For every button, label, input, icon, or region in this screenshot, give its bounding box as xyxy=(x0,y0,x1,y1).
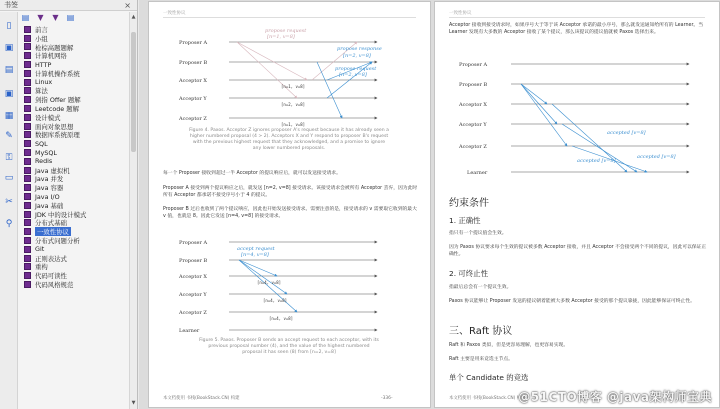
bookmark-page-icon xyxy=(24,105,31,112)
bookmark-label: Java 基础 xyxy=(35,201,64,210)
paxos-figure-6 xyxy=(457,54,697,182)
close-icon[interactable]: × xyxy=(124,1,131,10)
bookmark-item[interactable] xyxy=(24,131,128,140)
bookmark-label: HTTP xyxy=(35,60,52,69)
lane-label: Acceptor Z xyxy=(459,144,487,150)
bookmark-label: 前言 xyxy=(35,25,48,34)
signature-icon[interactable]: ✎ xyxy=(5,131,13,141)
layers-icon[interactable]: ▤ xyxy=(4,65,14,75)
bookmark-page-icon xyxy=(24,193,31,200)
bookmark-page-icon xyxy=(24,246,31,253)
bookmark-item[interactable] xyxy=(24,263,128,272)
section-heading: 三、Raft 协议 xyxy=(449,326,513,337)
bookmark-label: 设计模式 xyxy=(35,113,61,122)
bookmark-label: 枪棕高题题解 xyxy=(35,43,74,52)
lane-label: Acceptor X xyxy=(459,102,487,108)
bookmark-page-icon xyxy=(24,114,31,121)
bookmark-item[interactable] xyxy=(24,34,128,43)
bookmark-item[interactable] xyxy=(24,271,128,280)
section-heading: 约束条件 xyxy=(449,198,489,209)
bookmark-page-icon xyxy=(24,184,31,191)
tools-icon[interactable]: ✂ xyxy=(5,197,13,207)
bookmark-page-icon xyxy=(24,43,31,50)
bookmark-page-icon xyxy=(24,52,31,59)
figure-value: [n=1, v=8] xyxy=(281,84,306,89)
bookmark-label: 代码风格规范 xyxy=(35,281,74,290)
paragraph: Raft 主要是用来竞选主节点。 xyxy=(449,357,513,362)
paragraph: Raft 和 Paxos 类似，但是更容易理解，也更容易实现。 xyxy=(449,343,569,348)
bookmark-page-icon xyxy=(24,96,31,103)
bookmark-item[interactable] xyxy=(24,51,128,60)
bookmark-page-icon xyxy=(24,123,31,130)
subsection-heading: 单个 Candidate 的竞选 xyxy=(449,373,529,382)
page-header: 一致性协议 xyxy=(449,11,472,16)
document-viewer[interactable] xyxy=(139,0,720,409)
bookmark-item[interactable] xyxy=(24,245,128,254)
bookmark-page-icon xyxy=(24,228,31,235)
bookmark-label: 计算机操作系统 xyxy=(35,69,80,78)
bookmark-options-icon[interactable]: ▤ xyxy=(21,13,30,22)
paragraph: Proposer B 过后也收到了两个提议响应，因此也开始发送接受请求。需要注意的是，接受请求的 v 需要取它收到的最大 v 值，也就是 8。因此它发送 [n=4, v=8] 的接受请求。 xyxy=(163,207,417,219)
comments-icon[interactable]: ▦ xyxy=(4,111,14,121)
lane-label: Proposer A xyxy=(459,62,488,68)
bookmark-label: Git xyxy=(35,245,45,254)
bookmark-item[interactable] xyxy=(24,113,128,122)
lane-label: Acceptor Z xyxy=(179,310,207,316)
bookmark-item[interactable] xyxy=(24,183,128,192)
lane-label: Acceptor X xyxy=(179,78,207,84)
lane-label: Proposer A xyxy=(179,40,208,46)
bookmark-page-icon xyxy=(24,202,31,209)
sidebar-title: 书签 xyxy=(0,0,137,11)
bookmark-item[interactable] xyxy=(24,166,128,175)
figure-note: [n=1, v=8] xyxy=(267,34,295,40)
bookmark-label: 重构 xyxy=(35,263,48,272)
figure-note: propose response xyxy=(337,46,382,52)
figure-value: [n=1, v=8] xyxy=(281,122,306,127)
bookmark-label: 正则表达式 xyxy=(35,254,67,263)
bookmark-label: 剑指 Offer 题解 xyxy=(35,96,81,105)
sidebar-rail xyxy=(0,12,18,409)
bookmark-item[interactable] xyxy=(24,236,128,245)
page-footer: 本文档使用 书栈(BookStack.CN) 构建 xyxy=(449,396,526,401)
sidebar-scrollbar[interactable] xyxy=(129,12,137,409)
bookmark-label: Redis xyxy=(35,157,53,166)
paragraph: Paxos 协议能够让 Proposer 发送的提议朝着能被大多数 Acceptor 接受的那个提议靠拢，因此能够保证可终止性。 xyxy=(449,299,695,304)
lane-label: Acceptor Z xyxy=(179,116,207,122)
paragraph: 每一个 Proposer 接收到超过一半 Acceptor 的提议响应后，就可以发送接受请求。 xyxy=(163,171,341,176)
figure-value: [n=4, v=8] xyxy=(269,316,294,321)
bookmark-list xyxy=(24,25,128,289)
figure-note: accept request xyxy=(237,246,275,252)
paragraph: 因为 Paxos 协议要求每个生效的提议被多数 Acceptor 接收，并且 Acceptor 不会接受两个不同的提议，因此可以保证正确性。 xyxy=(449,245,707,257)
figure-note: accepted [v=8] xyxy=(637,154,676,160)
bookmark-label: 一致性协议 xyxy=(37,228,69,237)
sidebar-toolbar xyxy=(20,12,76,24)
figure-note: accepted [v=8] xyxy=(607,130,646,136)
bookmark-page-icon xyxy=(24,70,31,77)
attachments-icon[interactable]: ▣ xyxy=(4,89,14,99)
lane-label: Acceptor Y xyxy=(179,292,207,298)
figure-caption: Figure 4. Paxos. Acceptor Z ignores proposer A's request because it has already seen a higher numbered proposal (4 > 2). Acceptors X and Y respond to proposer B's request with the previous highest request that they acknowledged, and a promise to ignore any lower numbered proposals. xyxy=(189,128,389,151)
bookmark-page-icon xyxy=(24,131,31,138)
bookmark-item[interactable] xyxy=(24,104,128,113)
bookmark-item[interactable] xyxy=(24,280,128,289)
header-rule xyxy=(449,17,705,18)
bookmark-label: 代码可读性 xyxy=(35,272,67,281)
bookmark-page-icon xyxy=(24,211,31,218)
pdf-page-left xyxy=(148,1,431,408)
bookmark-page-icon xyxy=(24,255,31,262)
bookmark-page-icon xyxy=(24,149,31,156)
bookmark-label: 数据库系统原理 xyxy=(35,131,80,140)
bookmark-page-icon xyxy=(24,26,31,33)
watermark: @51CTO博客 @java架构师宝典 xyxy=(518,390,712,404)
bookmark-page-icon xyxy=(24,281,31,288)
bookmark-label: Leetcode 题解 xyxy=(35,105,80,114)
bookmark-label: JDK 中的设计模式 xyxy=(35,210,87,219)
paragraph: 指最后总会有一个提议生效。 xyxy=(449,285,512,290)
header-rule xyxy=(163,17,416,18)
paxos-figure-4 xyxy=(177,24,387,132)
scroll-down-icon[interactable]: ▼ xyxy=(131,400,136,406)
bookmark-page-icon xyxy=(24,263,31,270)
paragraph: Proposer A 接受到两个提议响应之后，就发送 [n=2, v=8] 接受请求。该接受请求会被所有 Acceptor 丢弃，因为此时所有 Acceptor 都承诺不接受序号小于 4 的提议。 xyxy=(163,186,418,198)
bookmark-page-icon xyxy=(24,35,31,42)
pdf-page-right xyxy=(434,1,720,408)
lane-label: Proposer B xyxy=(179,60,208,66)
bookmark-label: Linux xyxy=(35,78,53,87)
bookmark-label: Java 容器 xyxy=(35,184,64,193)
scroll-up-icon[interactable]: ▲ xyxy=(131,14,136,20)
page-number: -336- xyxy=(381,396,393,401)
bookmark-item[interactable] xyxy=(24,175,128,184)
bookmark-label: 小组 xyxy=(35,34,48,43)
bookmark-item[interactable] xyxy=(24,95,128,104)
bookmark-item[interactable] xyxy=(24,227,128,236)
page-header: 一致性协议 xyxy=(163,11,186,16)
scroll-thumb[interactable] xyxy=(131,32,136,152)
bookmark-page-icon xyxy=(24,237,31,244)
lane-label: Acceptor Y xyxy=(459,122,487,128)
bookmark-label: Java 虚拟机 xyxy=(35,166,70,175)
bookmark-page-icon xyxy=(24,79,31,86)
search-icon[interactable]: ⚲ xyxy=(5,219,13,229)
form-icon[interactable]: ▭ xyxy=(4,173,14,183)
bookmark-page-icon xyxy=(24,140,31,147)
bookmark-label: SQL xyxy=(35,139,48,148)
bookmark-label: Java I/O xyxy=(35,192,60,201)
bookmark-page-icon xyxy=(24,167,31,174)
bookmark-item[interactable] xyxy=(24,192,128,201)
lane-label: Proposer B xyxy=(179,258,208,264)
new-bookmark-icon[interactable]: ▤ xyxy=(66,13,75,22)
figure-note: accepted [v=8] xyxy=(577,158,616,164)
bookmark-item[interactable] xyxy=(24,122,128,131)
figure-note: [n=2, v=8] xyxy=(343,53,371,59)
lane-label: Learner xyxy=(179,328,200,334)
bookmark-item[interactable] xyxy=(24,210,128,219)
bookmark-item[interactable] xyxy=(24,148,128,157)
bookmark-page-icon xyxy=(24,219,31,226)
figure-note: propose request xyxy=(265,28,307,34)
figure-note: propose request xyxy=(335,66,377,72)
paxos-figure-5 xyxy=(177,232,387,340)
bookmark-sidebar xyxy=(0,0,138,409)
bookmark-item[interactable] xyxy=(24,201,128,210)
bookmark-label: 计算机网络 xyxy=(35,52,67,61)
bookmark-label: Java 并发 xyxy=(35,175,64,184)
lane-label: Proposer B xyxy=(459,82,488,88)
paragraph: Acceptor 接收到接受请求时，如果序号大于等于该 Acceptor 承诺的最小序号，那么就发送通知给所有的 Learner。当 Learner 发现有大多数的 Acceptor 接收了某个提议，那么该提议的提议值就被 Paxos 选择出来。 xyxy=(449,23,704,35)
subsection-heading: 1. 正确性 xyxy=(449,216,481,225)
page-thumbnail-icon[interactable]: ▯ xyxy=(6,21,12,31)
figure-value: [n=4, v=8] xyxy=(257,280,282,285)
figure-note: [n=2, v=8] xyxy=(339,72,367,78)
bookmark-page-icon xyxy=(24,87,31,94)
bookmark-page-icon xyxy=(24,61,31,68)
lane-label: Acceptor X xyxy=(179,274,207,280)
figure-caption: Figure 5. Paxos. Proposer B sends an accept request to each acceptor, with its previous proposal number (4), and the value of the highest numbered proposal it has seen (8) from [n=2, v=8] xyxy=(199,338,379,355)
bookmark-item[interactable] xyxy=(24,43,128,52)
bookmark-item[interactable] xyxy=(24,87,128,96)
bookmark-item[interactable] xyxy=(24,78,128,87)
bookmark-panel-icon[interactable]: ▣ xyxy=(4,43,14,53)
bookmark-item[interactable] xyxy=(24,139,128,148)
bookmark-page-icon xyxy=(24,175,31,182)
paragraph: 指只有一个提议值会生效。 xyxy=(449,231,507,236)
bookmark-page-icon xyxy=(24,272,31,279)
figure-value: [n=4, v=8] xyxy=(263,298,288,303)
bookmark-label: 算法 xyxy=(35,87,48,96)
bookmark-item[interactable] xyxy=(24,25,128,34)
bookmark-item[interactable] xyxy=(24,69,128,78)
lock-icon[interactable]: ⚿ xyxy=(5,153,13,163)
bookmark-label: 面向对象思想 xyxy=(35,122,74,131)
bookmark-item[interactable] xyxy=(24,157,128,166)
bookmark-label: 分布式问题分析 xyxy=(35,237,80,246)
figure-note: [n=4, v=8] xyxy=(241,252,269,258)
bookmark-page-icon xyxy=(24,158,31,165)
expand-bookmark-icon[interactable]: ▼ xyxy=(37,13,44,22)
lane-label: Proposer A xyxy=(179,240,208,246)
bookmark-item[interactable] xyxy=(24,219,128,228)
bookmark-item[interactable] xyxy=(24,254,128,263)
bookmark-item[interactable] xyxy=(24,60,128,69)
page-footer: 本文档使用 书栈(BookStack.CN) 构建 xyxy=(163,396,240,401)
collapse-bookmark-icon[interactable]: ▼ xyxy=(52,13,59,22)
lane-label: Acceptor Y xyxy=(179,96,207,102)
bookmark-label: 分布式基础 xyxy=(35,219,67,228)
figure-value: [n=2, v=8] xyxy=(281,102,306,107)
lane-label: Learner xyxy=(467,170,488,176)
bookmark-label: MySQL xyxy=(35,148,57,157)
subsection-heading: 2. 可终止性 xyxy=(449,269,488,278)
